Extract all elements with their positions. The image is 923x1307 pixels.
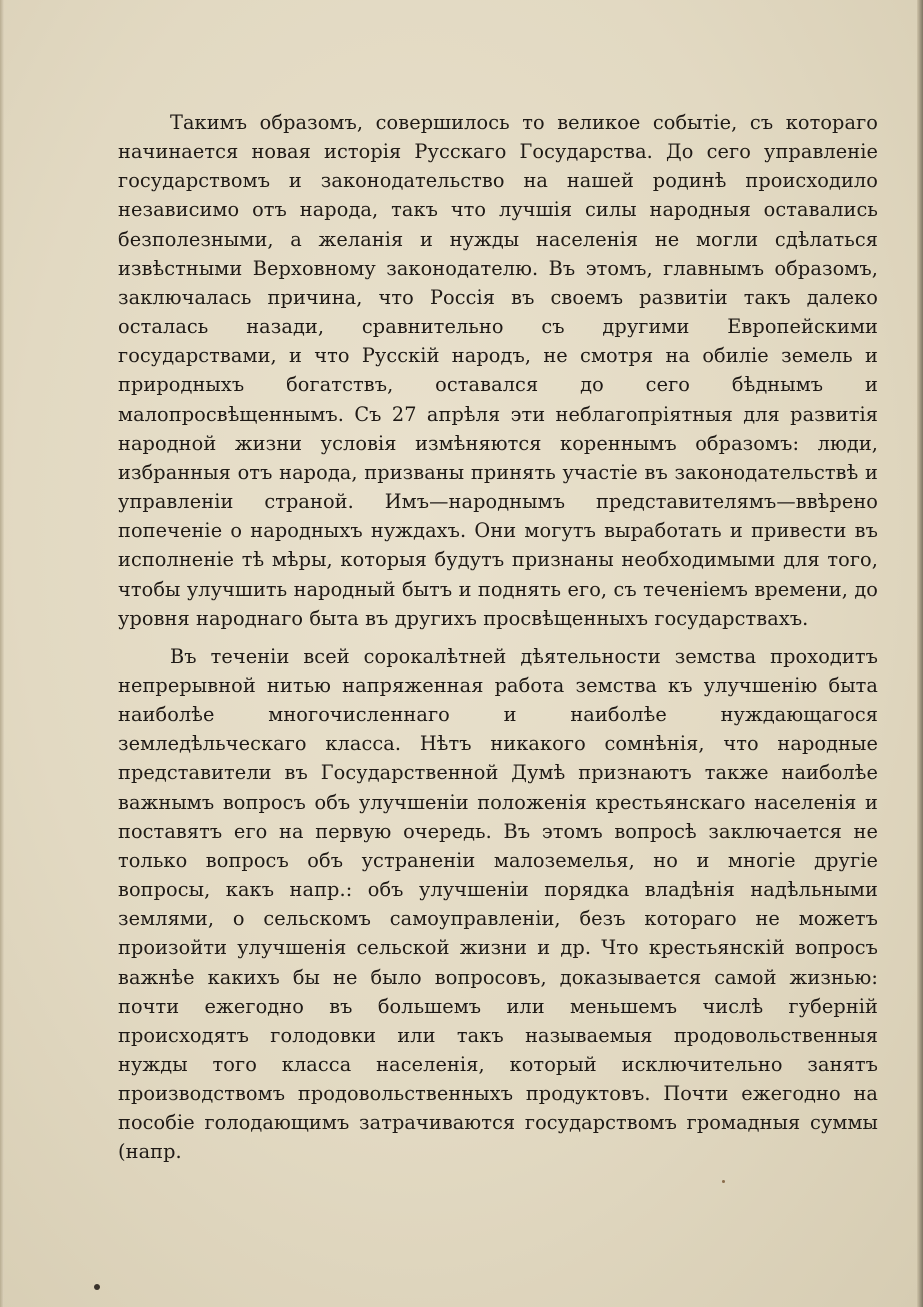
ink-speck bbox=[722, 1180, 725, 1183]
paragraph-1: Такимъ образомъ, совершилось то великое событіе, съ котораго начинается новая исторія Русскаго Государства. До сего управленіе государствомъ и законодательство на нашей родинѣ происходило независимо отъ народа, такъ что лучшія силы народныя оставались безполезными, а желанія и нужды населенія не могли сдѣлаться извѣстными Верховному законодателю. Въ этомъ, главнымъ образомъ, заключалась причина, что Россія въ своемъ развитіи такъ далеко осталась назади, сравнительно съ другими Европейскими государствами, и что Русскій народъ, не смотря на обиліе земель и природныхъ богатствъ, оставался до сего бѣднымъ и малопросвѣщеннымъ. Съ 27 апрѣля эти неблагопріятныя для развитія народной жизни условія измѣняются кореннымъ образомъ: люди, избранныя отъ народа, призваны принять участіе въ законодательствѣ и управленіи страной. Имъ—народнымъ представителямъ—ввѣрено попеченіе о народныхъ нуждахъ. Они могутъ выработать и привести въ исполненіе тѣ мѣры, которыя будутъ признаны необходимыми для того, чтобы улучшить народный бытъ и поднять его, съ теченіемъ времени, до уровня народнаго быта въ другихъ просвѣщенныхъ государствахъ. bbox=[118, 111, 878, 630]
page-left-edge bbox=[0, 0, 4, 1307]
paragraph-2: Въ теченіи всей сорокалѣтней дѣятельности земства проходитъ непрерывной нитью напряженная работа земства къ улучшенію быта наиболѣе многочисленнаго и наиболѣе нуждающагося земледѣльческаго класса. Нѣтъ никакого сомнѣнія, что народные представители въ Государственной Думѣ признаютъ также наиболѣе важнымъ вопросъ объ улучшеніи положенія крестьянскаго населенія и поставятъ его на первую очередь. Въ этомъ вопросѣ заключается не только вопросъ объ устраненіи малоземелья, но и многіе другіе вопросы, какъ напр.: объ улучшеніи порядка владѣнія надѣльными землями, о сельскомъ самоуправленіи, безъ котораго не можетъ произойти улучшенія сельской жизни и др. Что крестьянскій вопросъ важнѣе какихъ бы не было вопросовъ, доказывается самой жизнью: почти ежегодно въ большемъ или меньшемъ числѣ губерній происходятъ голодовки или такъ называемыя продовольственныя нужды того класса населенія, который исключительно занятъ производствомъ продовольственныхъ продуктовъ. Почти ежегодно на пособіе голодающимъ затрачиваются государствомъ громадныя суммы (напр. bbox=[118, 644, 878, 1164]
page-right-edge bbox=[917, 0, 923, 1307]
ink-speck bbox=[94, 1284, 100, 1290]
body-text bbox=[118, 108, 878, 1167]
